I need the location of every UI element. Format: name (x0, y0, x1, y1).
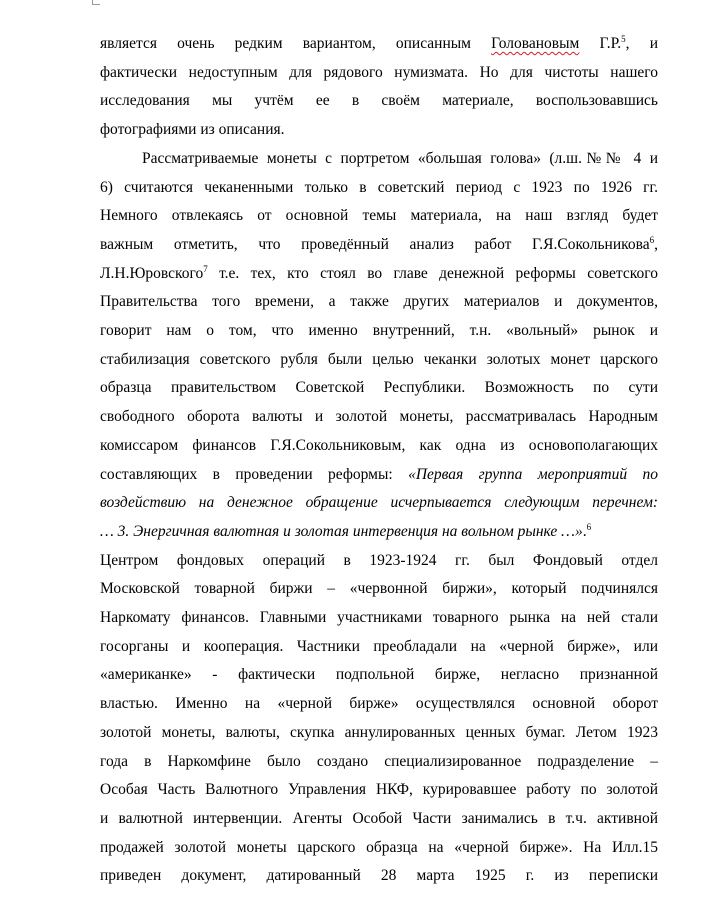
text-run: «американке» - фактически подпольной бирже, негласно признанной (100, 666, 658, 684)
text-line (100, 231, 658, 260)
text-line (100, 776, 658, 805)
text-line (100, 805, 658, 834)
text-line (100, 748, 658, 777)
text-line (100, 489, 658, 518)
text-run: . (582, 522, 587, 540)
text-run: госорганы и кооперация. Частники преобладали на «черной бирже», или (100, 637, 658, 655)
document-body (100, 30, 658, 891)
text-line (100, 834, 658, 863)
text-run: продажей золотой монеты царского образца на «черной бирже». На Илл.15 (100, 838, 658, 856)
text-line (100, 87, 658, 116)
footnote-ref: 7 (203, 263, 208, 274)
text-run: Наркомату финансов. Главными участниками товарного рынка на ней стали (100, 609, 658, 627)
text-run: властью. Именно на «черной бирже» осуществлялся основной оборот (100, 695, 658, 713)
text-line (100, 317, 658, 346)
text-line (100, 116, 658, 145)
text-line (100, 374, 658, 403)
text-line (100, 604, 658, 633)
footnote-ref: 5 (621, 34, 626, 44)
quote-text: «Первая группа мероприятий по (408, 465, 658, 483)
text-run: фотографиями из описания. (100, 121, 285, 139)
text-line (100, 30, 658, 59)
text-run: комиссаром финансов Г.Я.Сокольниковым, как одна из основополагающих (100, 436, 658, 454)
text-run: , (654, 235, 658, 253)
text-run: говорит нам о том, что именно внутренний, т.н. «вольный» рынок и (100, 322, 658, 340)
footnote-ref: 6 (586, 521, 592, 532)
text-line (100, 174, 658, 203)
spellcheck-word: Головановым (491, 35, 580, 52)
text-run: Центром фондовых операций в 1923-1924 гг. был Фондовый отдел (100, 551, 658, 569)
text-run: стабилизация советского рубля были целью чеканки золотых монет царского (100, 350, 658, 368)
text-line (100, 145, 658, 174)
text-run: 6) считаются чеканенными только в советский период с 1923 по 1926 гг. (100, 178, 658, 196)
text-run: , и (625, 35, 658, 52)
text-run: является очень редким вариантом, описанным (100, 35, 492, 52)
text-run: Немного отвлекаясь от основной темы материала, на наш взгляд будет (100, 207, 658, 225)
text-run: золотой монеты, валюты, скупка аннулированных ценных бумаг. Летом 1923 (100, 723, 658, 741)
text-run: Особая Часть Валютного Управления НКФ, курировавшее работу по золотой (100, 781, 658, 799)
text-run: фактически недоступным для рядового нумизмата. Но для чистоты нашего (100, 63, 658, 81)
text-run: Рассматриваемые монеты с портретом «большая голова» (л.ш.№№ 4 и (142, 149, 658, 167)
text-line (100, 346, 658, 375)
text-line (100, 633, 658, 662)
text-run: года в Наркомфине было создано специализированное подразделение – (100, 752, 658, 770)
text-run: Л.Н.Юровского (100, 264, 204, 282)
text-run: приведен документ, датированный 28 марта 1925 г. из переписки (100, 867, 658, 885)
text-line (100, 403, 658, 432)
text-line (100, 547, 658, 576)
text-run: Московской товарной биржи – «червонной биржи», который подчинялся (100, 580, 658, 598)
text-run: Г.Р. (579, 35, 622, 52)
text-run: т.е. тех, кто стоял во главе денежной реформы советского (207, 264, 658, 282)
text-run: образца правительством Советской Республики. Возможность по сути (100, 379, 658, 397)
text-line (100, 288, 658, 317)
text-run: составляющих в проведении реформы: (100, 465, 409, 483)
quote-text: … 3. Энергичная валютная и золотая интервенция на вольном рынке …» (100, 522, 583, 540)
text-run: свободного оборота валюты и золотой монеты, рассматривалась Народным (100, 408, 658, 426)
quote-text: воздействию на денежное обращение исчерпывается следующим перечнем: (100, 494, 658, 512)
text-line (100, 461, 658, 490)
text-run: исследования мы учтём ее в своём материале, воспользовавшись (100, 92, 658, 110)
text-line (100, 719, 658, 748)
text-line (100, 862, 658, 891)
text-line (100, 59, 658, 88)
footnote-ref: 6 (649, 234, 655, 245)
text-line (100, 432, 658, 461)
text-line (100, 575, 658, 604)
text-line (100, 202, 658, 231)
text-run: Правительства того времени, а также других материалов и документов, (100, 293, 658, 311)
text-line (100, 661, 658, 690)
text-line (100, 518, 658, 547)
text-run: важным отметить, что проведённый анализ работ Г.Я.Сокольникова (100, 235, 650, 253)
page-corner-mark (92, 0, 100, 5)
text-run: и валютной интервенции. Агенты Особой Части занимались в т.ч. активной (100, 809, 658, 827)
text-line (100, 260, 658, 289)
text-line (100, 690, 658, 719)
